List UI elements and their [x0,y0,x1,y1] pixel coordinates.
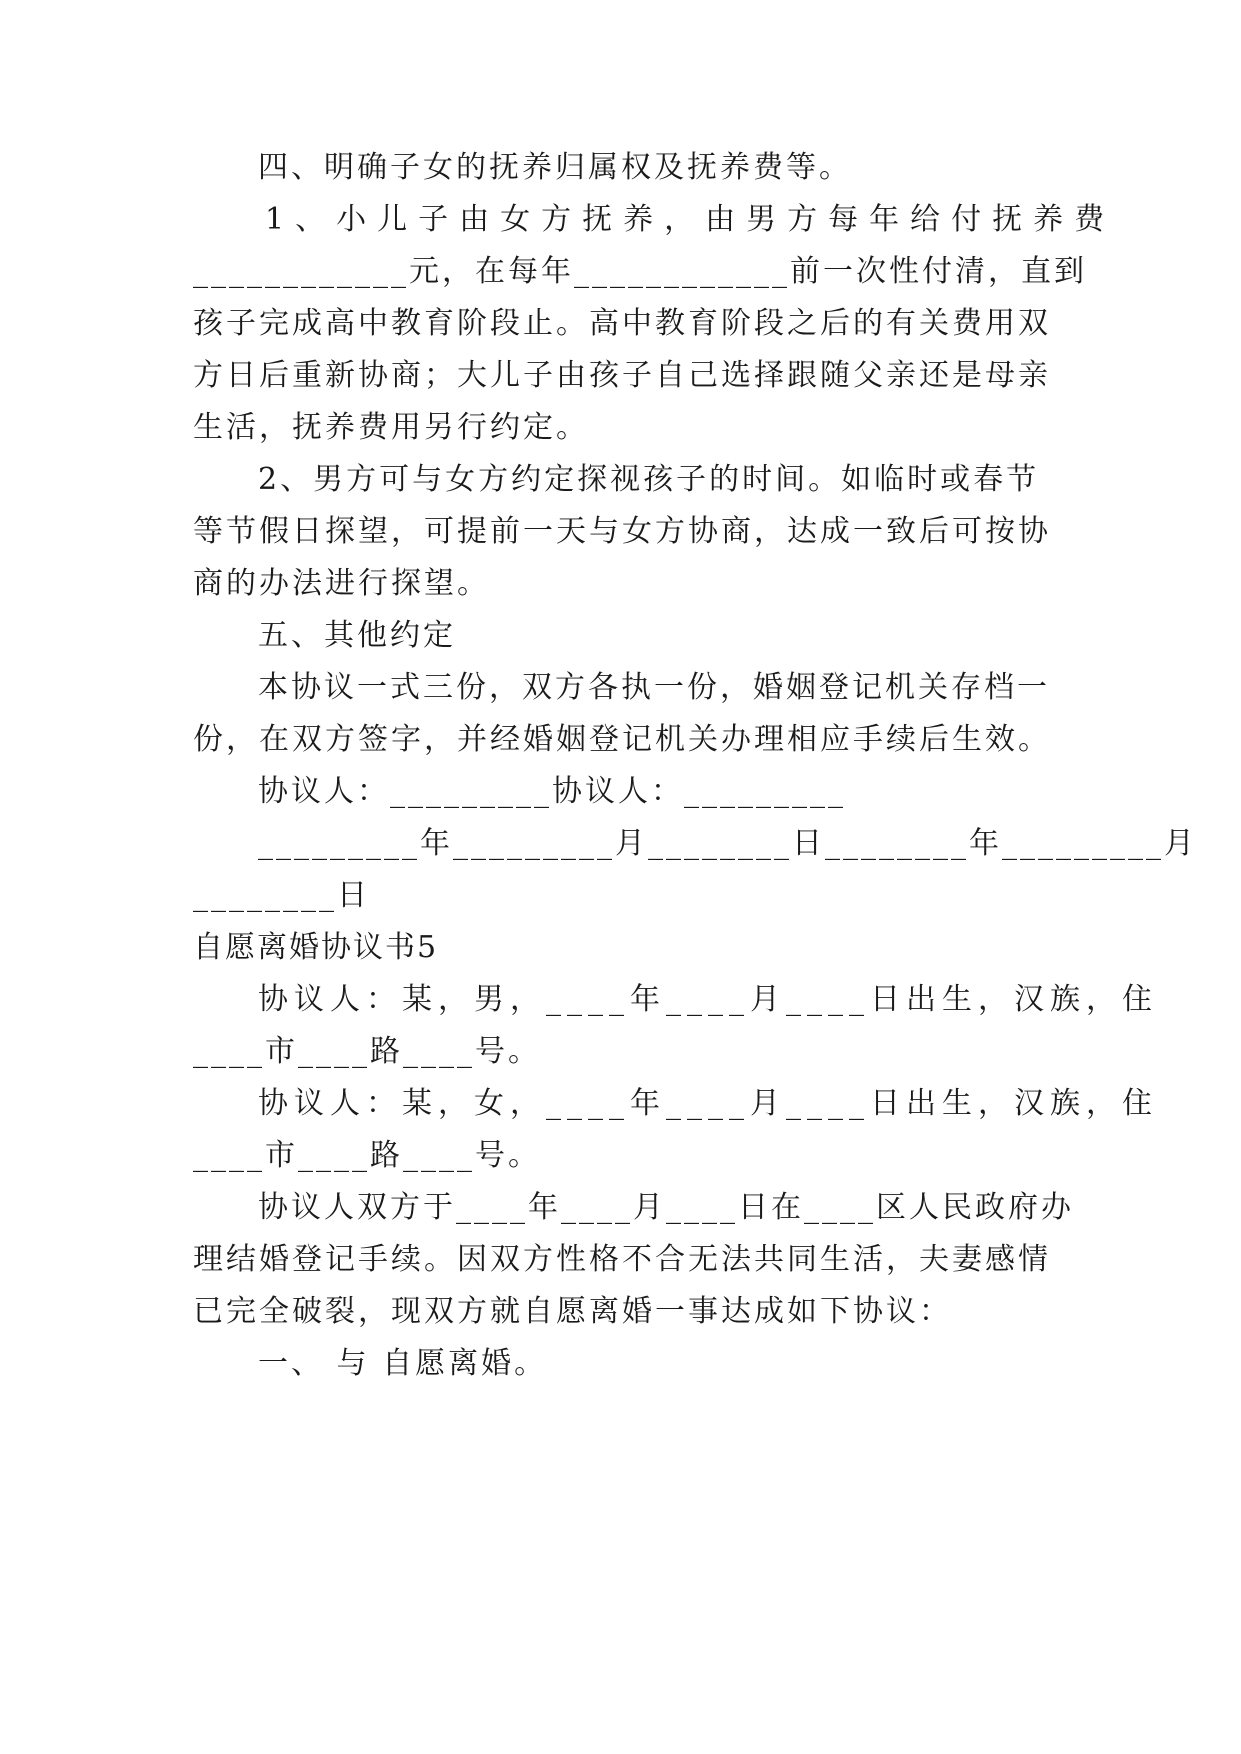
paragraph-line: 协议人：某，男，____年____月____日出生，汉族，住 [258,982,1158,1017]
paragraph-line: 孩子完成高中教育阶段止。高中教育阶段之后的有关费用双 [193,306,1051,341]
paragraph-line: 等节假日探望，可提前一天与女方协商，达成一致后可按协 [193,514,1051,549]
paragraph-line: ____市____路____号。 [193,1034,541,1069]
section-heading-five: 五、其他约定 [258,618,456,653]
paragraph-line: ____________元，在每年____________前一次性付清，直到 [193,254,1087,289]
date-line: ________日 [193,878,370,913]
paragraph-line: 本协议一式三份，双方各执一份，婚姻登记机关存档一 [258,670,1050,705]
section-heading-four: 四、明确子女的抚养归属权及抚养费等。 [258,150,852,185]
paragraph-line: 份，在双方签字，并经婚姻登记机关办理相应手续后生效。 [193,722,1051,757]
paragraph-line: ____市____路____号。 [193,1138,541,1173]
date-line: _________年_________月________日________年_________月 [258,826,1197,861]
paragraph-line: 1、小儿子由女方抚养，由男方每年给付抚养费 [265,202,1116,237]
paragraph-line: 协议人：某，女，____年____月____日出生，汉族，住 [258,1086,1158,1121]
document-title: 自愿离婚协议书5 [193,930,439,965]
paragraph-line: 已完全破裂，现双方就自愿离婚一事达成如下协议： [193,1294,952,1329]
paragraph-line: 协议人双方于____年____月____日在____区人民政府办 [258,1190,1074,1225]
section-heading-one: 一、 与 自愿离婚。 [258,1346,548,1381]
paragraph-line: 理结婚登记手续。因双方性格不合无法共同生活，夫妻感情 [193,1242,1051,1277]
signature-line: 协议人：_________协议人：_________ [258,774,846,809]
paragraph-line: 2、男方可与女方约定探视孩子的时间。如临时或春节 [258,462,1040,497]
paragraph-line: 生活，抚养费用另行约定。 [193,410,589,445]
paragraph-line: 方日后重新协商；大儿子由孩子自己选择跟随父亲还是母亲 [193,358,1051,393]
paragraph-line: 商的办法进行探望。 [193,566,490,601]
